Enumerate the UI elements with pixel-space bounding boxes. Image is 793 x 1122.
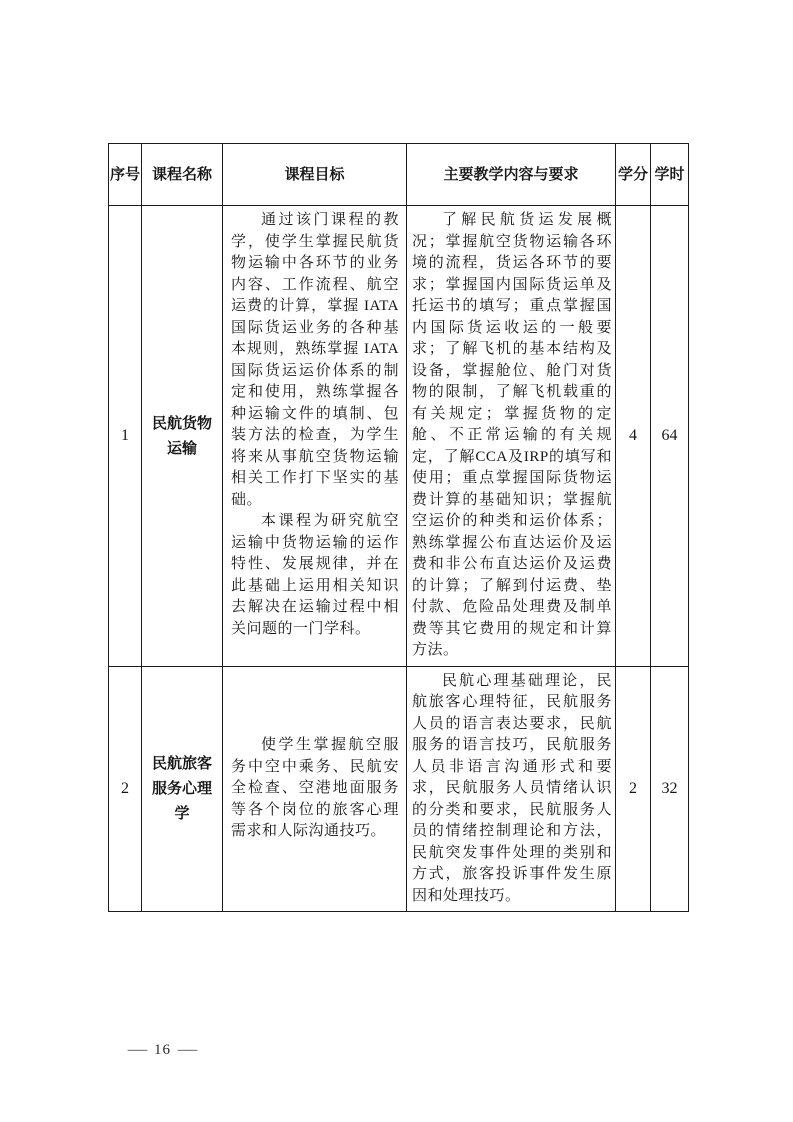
objectives-cell xyxy=(223,666,407,912)
page-number: 16 xyxy=(154,1042,171,1058)
credits-cell: 2 xyxy=(616,666,651,912)
header-cell-credits: 学分 xyxy=(616,144,651,206)
credits-cell: 4 xyxy=(616,206,651,667)
hours-cell: 64 xyxy=(651,206,689,667)
table-row xyxy=(109,666,689,912)
content-cell xyxy=(407,666,616,912)
table-row xyxy=(109,206,689,667)
course-name-cell: 民航旅客服务心理学 xyxy=(142,666,223,912)
footer-right-dash: — xyxy=(177,1042,198,1058)
hours-cell: 32 xyxy=(651,666,689,912)
table-header-row xyxy=(109,144,689,206)
row-number-cell: 2 xyxy=(109,666,142,912)
content-paragraph: 民航心理基础理论，民航旅客心理特征，民航服务人员的语言表达要求，民航服务的语言技巧，民航服务人员非语言沟通形式和要求，民航服务人员情绪认识的分类和要求，民航服务人员的情绪控制理论和方法，民航突发事件处理的类别和方式，旅客投诉事件发生原因和处理技巧。 xyxy=(412,672,612,904)
content-paragraph: 了解民航货运发展概况；掌握航空货物运输各环境的流程，货运各环节的要求；掌握国内国际货运单及托运书的填写；重点掌握国内国际货运收运的一般要求；了解飞机的基本结构及设备，掌握舱位、舱门对货物的限制，了解飞机载重的有关规定；掌握货物的定舱、不正常运输的有关规定，了解CCA及IRP的填写和使用；重点掌握国际货物运费计算的基础知识；掌握航空运价的种类和运价体系；熟练掌握公布直达运价及运费和非公布直达运价及运费的计算；了解到付运费、垫付款、危险品处理费及制单费等其它费用的规定和计算方法。 xyxy=(412,212,612,658)
objectives-paragraph: 本课程为研究航空运输中货物运输的运作特性、发展规律，并在此基础上运用相关知识去解决在运输过程中相关问题的一门学科。 xyxy=(231,513,399,637)
header-cell-hours: 学时 xyxy=(651,144,689,206)
row-number-cell: 1 xyxy=(109,206,142,667)
objectives-paragraph: 通过该门课程的教学，使学生掌握民航货物运输中各环节的业务内容、工作流程、航空运费的计算，掌握 IATA 国际货运业务的各种基本规则，熟练掌握 IATA 国际货运运价体系的制定和使用，熟练掌握各种运输文件的填制、包装方法的检查，为学生将来从事航空货物运输相关工作打下坚实的基础。 xyxy=(231,212,399,508)
objectives-paragraph: 使学生掌握航空服务中空中乘务、民航安全检查、空港地面服务等各个岗位的旅客心理需求和人际沟通技巧。 xyxy=(231,737,399,839)
objectives-cell xyxy=(223,206,407,667)
header-cell-number: 序号 xyxy=(109,144,142,206)
header-cell-course-name: 课程名称 xyxy=(142,144,223,206)
course-name-cell: 民航货物运输 xyxy=(142,206,223,667)
header-cell-objectives: 课程目标 xyxy=(223,144,407,206)
course-table xyxy=(108,143,689,912)
content-cell xyxy=(407,206,616,667)
header-cell-content: 主要教学内容与要求 xyxy=(407,144,616,206)
page-footer xyxy=(121,1042,204,1059)
footer-left-dash: — xyxy=(127,1042,148,1058)
